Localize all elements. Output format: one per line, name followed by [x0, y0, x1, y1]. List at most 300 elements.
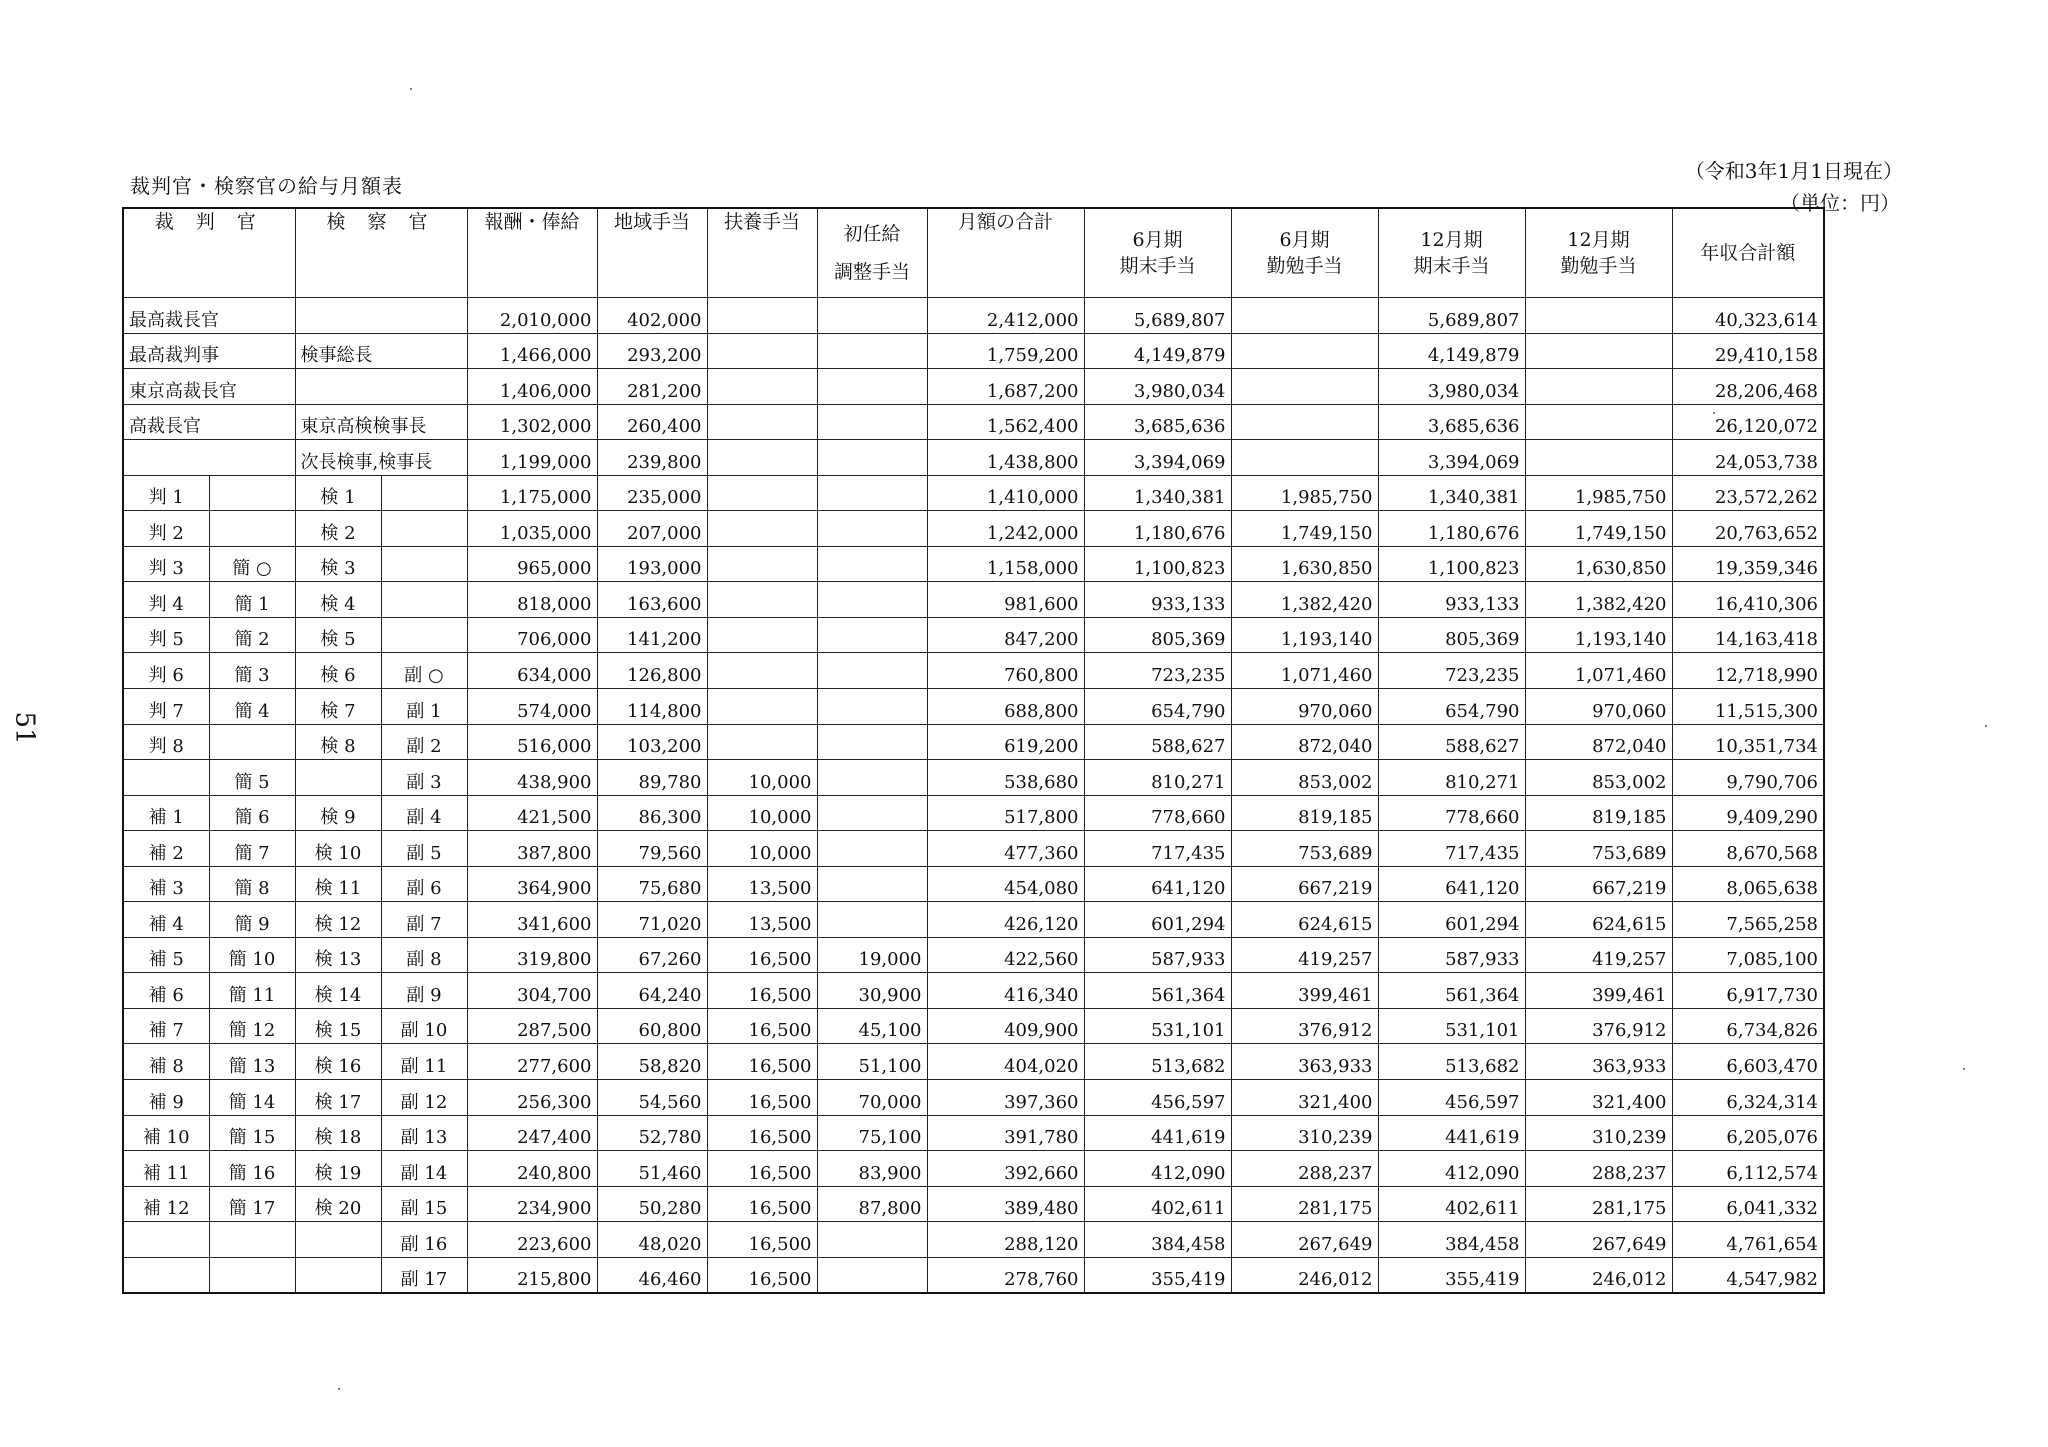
value-cell-pay: 247,400 [467, 1115, 597, 1151]
value-cell-d12: 1,749,150 [1525, 511, 1672, 547]
prosecutor-rank-cell: 検 3 [295, 546, 381, 582]
value-cell-pay: 341,600 [467, 902, 597, 938]
value-cell-d6: 419,257 [1231, 937, 1378, 973]
judge-rank-cell: 補 10 [123, 1115, 209, 1151]
value-cell-annual: 8,065,638 [1672, 866, 1824, 902]
table-row [123, 902, 1824, 938]
value-cell-annual: 24,053,738 [1672, 440, 1824, 476]
prosecutor-rank-cell: 検 12 [295, 902, 381, 938]
value-cell-d12: 310,239 [1525, 1115, 1672, 1151]
value-cell-pay: 1,035,000 [467, 511, 597, 547]
prosecutor-rank-cell: 検 5 [295, 617, 381, 653]
header-family-allowance: 扶養手当 [707, 208, 817, 298]
assistant-prosecutor-rank-cell [381, 582, 467, 618]
prosecutor-rank-cell [295, 1257, 381, 1293]
value-cell-annual: 23,572,262 [1672, 475, 1824, 511]
value-cell-d12: 667,219 [1525, 866, 1672, 902]
table-row [123, 475, 1824, 511]
table-row [123, 1008, 1824, 1044]
summary-judge-rank-cell [209, 1257, 295, 1293]
judge-rank-cell [123, 1222, 209, 1258]
summary-judge-rank-cell: 簡 4 [209, 689, 295, 725]
table-row [123, 1222, 1824, 1258]
value-cell-d12 [1525, 333, 1672, 369]
value-cell-d12: 753,689 [1525, 831, 1672, 867]
value-cell-b6: 723,235 [1084, 653, 1231, 689]
value-cell-area: 260,400 [597, 404, 707, 440]
value-cell-b6: 531,101 [1084, 1008, 1231, 1044]
value-cell-b6: 3,685,636 [1084, 404, 1231, 440]
table-body [123, 298, 1824, 1294]
value-cell-initial [817, 511, 927, 547]
value-cell-family: 16,500 [707, 1080, 817, 1116]
value-cell-family: 16,500 [707, 937, 817, 973]
table-row [123, 369, 1824, 405]
value-cell-pay: 965,000 [467, 546, 597, 582]
value-cell-initial [817, 724, 927, 760]
value-cell-pay: 438,900 [467, 760, 597, 796]
value-cell-area: 235,000 [597, 475, 707, 511]
assistant-prosecutor-rank-cell [381, 617, 467, 653]
value-cell-family: 16,500 [707, 1044, 817, 1080]
judge-rank-cell: 補 6 [123, 973, 209, 1009]
value-cell-b12: 412,090 [1378, 1151, 1525, 1187]
value-cell-b12: 4,149,879 [1378, 333, 1525, 369]
header-june-diligence: 6月期 勤勉手当 [1231, 208, 1378, 298]
value-cell-family: 10,000 [707, 760, 817, 796]
value-cell-pay: 706,000 [467, 617, 597, 653]
judge-rank-cell [123, 1257, 209, 1293]
value-cell-monthly: 416,340 [927, 973, 1084, 1009]
judge-rank-cell: 判 3 [123, 546, 209, 582]
value-cell-initial [817, 298, 927, 334]
value-cell-annual: 40,323,614 [1672, 298, 1824, 334]
judge-rank-cell: 補 9 [123, 1080, 209, 1116]
value-cell-d6: 1,749,150 [1231, 511, 1378, 547]
value-cell-area: 58,820 [597, 1044, 707, 1080]
prosecutor-rank-cell: 検 14 [295, 973, 381, 1009]
value-cell-b12: 3,394,069 [1378, 440, 1525, 476]
value-cell-b6: 778,660 [1084, 795, 1231, 831]
salary-table [122, 207, 1825, 1294]
summary-judge-rank-cell: 簡 15 [209, 1115, 295, 1151]
judge-title-cell [123, 440, 295, 476]
value-cell-annual: 16,410,306 [1672, 582, 1824, 618]
assistant-prosecutor-rank-cell [381, 546, 467, 582]
prosecutor-rank-cell: 検 10 [295, 831, 381, 867]
value-cell-initial: 45,100 [817, 1008, 927, 1044]
value-cell-monthly: 391,780 [927, 1115, 1084, 1151]
value-cell-d12: 399,461 [1525, 973, 1672, 1009]
value-cell-b12: 513,682 [1378, 1044, 1525, 1080]
header-monthly-total: 月額の合計 [927, 208, 1084, 298]
value-cell-family [707, 546, 817, 582]
summary-judge-rank-cell: 簡 11 [209, 973, 295, 1009]
value-cell-annual: 29,410,158 [1672, 333, 1824, 369]
value-cell-d12: 819,185 [1525, 795, 1672, 831]
document-title: 裁判官・検察官の給与月額表 [130, 174, 403, 198]
value-cell-pay: 364,900 [467, 866, 597, 902]
assistant-prosecutor-rank-cell: 副 14 [381, 1151, 467, 1187]
value-cell-initial: 83,900 [817, 1151, 927, 1187]
value-cell-monthly: 288,120 [927, 1222, 1084, 1258]
value-cell-annual: 9,790,706 [1672, 760, 1824, 796]
table-row [123, 795, 1824, 831]
summary-judge-rank-cell [209, 475, 295, 511]
assistant-prosecutor-rank-cell: 副 13 [381, 1115, 467, 1151]
page-number: 51 [9, 711, 40, 745]
value-cell-area: 75,680 [597, 866, 707, 902]
value-cell-area: 103,200 [597, 724, 707, 760]
value-cell-family: 16,500 [707, 1115, 817, 1151]
value-cell-initial [817, 1222, 927, 1258]
summary-judge-rank-cell: 簡 ○ [209, 546, 295, 582]
summary-judge-rank-cell: 簡 6 [209, 795, 295, 831]
value-cell-initial: 19,000 [817, 937, 927, 973]
prosecutor-rank-cell [295, 760, 381, 796]
value-cell-initial [817, 866, 927, 902]
value-cell-family: 10,000 [707, 831, 817, 867]
value-cell-d6: 399,461 [1231, 973, 1378, 1009]
value-cell-area: 402,000 [597, 298, 707, 334]
value-cell-monthly: 1,687,200 [927, 369, 1084, 405]
value-cell-initial: 70,000 [817, 1080, 927, 1116]
value-cell-annual: 19,359,346 [1672, 546, 1824, 582]
prosecutor-rank-cell: 検 6 [295, 653, 381, 689]
value-cell-family [707, 511, 817, 547]
value-cell-d12 [1525, 440, 1672, 476]
value-cell-b12: 3,685,636 [1378, 404, 1525, 440]
value-cell-b6: 805,369 [1084, 617, 1231, 653]
judge-rank-cell: 判 1 [123, 475, 209, 511]
table-row [123, 937, 1824, 973]
judge-rank-cell: 補 11 [123, 1151, 209, 1187]
value-cell-b12: 561,364 [1378, 973, 1525, 1009]
value-cell-area: 126,800 [597, 653, 707, 689]
prosecutor-rank-cell: 検 15 [295, 1008, 381, 1044]
value-cell-b6: 3,394,069 [1084, 440, 1231, 476]
judge-rank-cell: 補 12 [123, 1186, 209, 1222]
scan-speck [1963, 1068, 1965, 1070]
value-cell-annual: 6,324,314 [1672, 1080, 1824, 1116]
value-cell-monthly: 1,410,000 [927, 475, 1084, 511]
assistant-prosecutor-rank-cell [381, 511, 467, 547]
value-cell-b12: 587,933 [1378, 937, 1525, 973]
table-row [123, 546, 1824, 582]
value-cell-d6 [1231, 333, 1378, 369]
value-cell-initial [817, 475, 927, 511]
value-cell-pay: 240,800 [467, 1151, 597, 1187]
value-cell-pay: 223,600 [467, 1222, 597, 1258]
value-cell-initial [817, 440, 927, 476]
table-row [123, 831, 1824, 867]
table-row [123, 617, 1824, 653]
value-cell-family [707, 582, 817, 618]
value-cell-monthly: 397,360 [927, 1080, 1084, 1116]
value-cell-d6: 970,060 [1231, 689, 1378, 725]
prosecutor-title-cell: 次長検事,検事長 [295, 440, 467, 476]
value-cell-monthly: 1,242,000 [927, 511, 1084, 547]
value-cell-initial [817, 1257, 927, 1293]
value-cell-d6 [1231, 404, 1378, 440]
prosecutor-title-cell: 東京高検検事長 [295, 404, 467, 440]
prosecutor-title-cell [295, 298, 467, 334]
value-cell-initial [817, 546, 927, 582]
value-cell-area: 50,280 [597, 1186, 707, 1222]
value-cell-family [707, 724, 817, 760]
assistant-prosecutor-rank-cell: 副 7 [381, 902, 467, 938]
value-cell-b6: 933,133 [1084, 582, 1231, 618]
header-judge: 裁 判 官 [123, 208, 295, 298]
judge-title-cell: 高裁長官 [123, 404, 295, 440]
value-cell-b6: 1,340,381 [1084, 475, 1231, 511]
value-cell-b6: 456,597 [1084, 1080, 1231, 1116]
value-cell-b6: 654,790 [1084, 689, 1231, 725]
value-cell-d12: 281,175 [1525, 1186, 1672, 1222]
scan-speck [410, 88, 412, 90]
value-cell-monthly: 847,200 [927, 617, 1084, 653]
value-cell-family [707, 298, 817, 334]
value-cell-d6: 853,002 [1231, 760, 1378, 796]
scan-speck [1985, 725, 1987, 727]
header-initial-adjustment: 初任給 調整手当 [817, 208, 927, 298]
value-cell-annual: 26,120,072 [1672, 404, 1824, 440]
assistant-prosecutor-rank-cell: 副 1 [381, 689, 467, 725]
assistant-prosecutor-rank-cell: 副 12 [381, 1080, 467, 1116]
value-cell-area: 51,460 [597, 1151, 707, 1187]
value-cell-area: 54,560 [597, 1080, 707, 1116]
value-cell-monthly: 688,800 [927, 689, 1084, 725]
prosecutor-rank-cell: 検 4 [295, 582, 381, 618]
summary-judge-rank-cell: 簡 7 [209, 831, 295, 867]
value-cell-b6: 384,458 [1084, 1222, 1231, 1258]
value-cell-pay: 516,000 [467, 724, 597, 760]
assistant-prosecutor-rank-cell: 副 8 [381, 937, 467, 973]
value-cell-annual: 14,163,418 [1672, 617, 1824, 653]
value-cell-b12: 778,660 [1378, 795, 1525, 831]
value-cell-area: 89,780 [597, 760, 707, 796]
judge-rank-cell: 判 5 [123, 617, 209, 653]
value-cell-d12 [1525, 298, 1672, 334]
value-cell-monthly: 404,020 [927, 1044, 1084, 1080]
value-cell-monthly: 619,200 [927, 724, 1084, 760]
scan-speck [338, 1388, 340, 1390]
value-cell-b6: 1,100,823 [1084, 546, 1231, 582]
value-cell-annual: 6,603,470 [1672, 1044, 1824, 1080]
value-cell-annual: 20,763,652 [1672, 511, 1824, 547]
unit-label: （単位：円） [1780, 191, 1900, 215]
value-cell-pay: 574,000 [467, 689, 597, 725]
value-cell-annual: 28,206,468 [1672, 369, 1824, 405]
value-cell-b12: 601,294 [1378, 902, 1525, 938]
summary-judge-rank-cell: 簡 16 [209, 1151, 295, 1187]
value-cell-family [707, 653, 817, 689]
table-row [123, 333, 1824, 369]
value-cell-monthly: 422,560 [927, 937, 1084, 973]
value-cell-b6: 441,619 [1084, 1115, 1231, 1151]
value-cell-pay: 2,010,000 [467, 298, 597, 334]
value-cell-family [707, 475, 817, 511]
assistant-prosecutor-rank-cell: 副 17 [381, 1257, 467, 1293]
value-cell-area: 60,800 [597, 1008, 707, 1044]
table-row [123, 440, 1824, 476]
value-cell-initial [817, 689, 927, 725]
value-cell-d6 [1231, 298, 1378, 334]
table-row [123, 724, 1824, 760]
value-cell-b12: 456,597 [1378, 1080, 1525, 1116]
value-cell-monthly: 1,158,000 [927, 546, 1084, 582]
value-cell-initial: 30,900 [817, 973, 927, 1009]
header-dec-diligence: 12月期 勤勉手当 [1525, 208, 1672, 298]
value-cell-pay: 634,000 [467, 653, 597, 689]
value-cell-family [707, 440, 817, 476]
table-row [123, 1080, 1824, 1116]
value-cell-b6: 810,271 [1084, 760, 1231, 796]
value-cell-d6: 1,193,140 [1231, 617, 1378, 653]
judge-rank-cell: 補 3 [123, 866, 209, 902]
value-cell-family: 10,000 [707, 795, 817, 831]
value-cell-d6: 753,689 [1231, 831, 1378, 867]
value-cell-monthly: 1,438,800 [927, 440, 1084, 476]
judge-rank-cell: 補 2 [123, 831, 209, 867]
value-cell-b12: 1,180,676 [1378, 511, 1525, 547]
value-cell-d6: 1,382,420 [1231, 582, 1378, 618]
value-cell-monthly: 2,412,000 [927, 298, 1084, 334]
value-cell-annual: 10,351,734 [1672, 724, 1824, 760]
value-cell-annual: 6,041,332 [1672, 1186, 1824, 1222]
value-cell-b12: 654,790 [1378, 689, 1525, 725]
prosecutor-title-cell [295, 369, 467, 405]
value-cell-d6: 246,012 [1231, 1257, 1378, 1293]
value-cell-initial [817, 795, 927, 831]
header-annual-total: 年収合計額 [1672, 208, 1824, 298]
prosecutor-rank-cell: 検 1 [295, 475, 381, 511]
value-cell-annual: 7,085,100 [1672, 937, 1824, 973]
value-cell-d12: 419,257 [1525, 937, 1672, 973]
prosecutor-rank-cell: 検 8 [295, 724, 381, 760]
value-cell-b12: 723,235 [1378, 653, 1525, 689]
prosecutor-rank-cell: 検 16 [295, 1044, 381, 1080]
prosecutor-rank-cell: 検 18 [295, 1115, 381, 1151]
prosecutor-rank-cell: 検 20 [295, 1186, 381, 1222]
value-cell-annual: 12,718,990 [1672, 653, 1824, 689]
value-cell-d12 [1525, 404, 1672, 440]
value-cell-d12: 1,071,460 [1525, 653, 1672, 689]
value-cell-pay: 1,175,000 [467, 475, 597, 511]
table-row [123, 1257, 1824, 1293]
as-of-date: （令和3年1月1日現在） [1684, 159, 1903, 183]
value-cell-pay: 421,500 [467, 795, 597, 831]
value-cell-d6 [1231, 440, 1378, 476]
summary-judge-rank-cell: 簡 10 [209, 937, 295, 973]
value-cell-d6: 310,239 [1231, 1115, 1378, 1151]
assistant-prosecutor-rank-cell: 副 ○ [381, 653, 467, 689]
value-cell-family: 13,500 [707, 902, 817, 938]
value-cell-b6: 561,364 [1084, 973, 1231, 1009]
value-cell-d12: 288,237 [1525, 1151, 1672, 1187]
assistant-prosecutor-rank-cell: 副 2 [381, 724, 467, 760]
header-prosecutor: 検 察 官 [295, 208, 467, 298]
prosecutor-rank-cell: 検 13 [295, 937, 381, 973]
value-cell-b6: 587,933 [1084, 937, 1231, 973]
value-cell-b12: 355,419 [1378, 1257, 1525, 1293]
summary-judge-rank-cell [209, 724, 295, 760]
value-cell-family: 16,500 [707, 1008, 817, 1044]
value-cell-b6: 513,682 [1084, 1044, 1231, 1080]
prosecutor-rank-cell: 検 9 [295, 795, 381, 831]
value-cell-area: 281,200 [597, 369, 707, 405]
assistant-prosecutor-rank-cell: 副 10 [381, 1008, 467, 1044]
value-cell-monthly: 454,080 [927, 866, 1084, 902]
value-cell-annual: 11,515,300 [1672, 689, 1824, 725]
summary-judge-rank-cell: 簡 8 [209, 866, 295, 902]
value-cell-initial [817, 617, 927, 653]
value-cell-initial [817, 404, 927, 440]
table-row [123, 689, 1824, 725]
value-cell-d12: 363,933 [1525, 1044, 1672, 1080]
value-cell-d12: 970,060 [1525, 689, 1672, 725]
value-cell-d12: 321,400 [1525, 1080, 1672, 1116]
value-cell-area: 86,300 [597, 795, 707, 831]
value-cell-b12: 810,271 [1378, 760, 1525, 796]
table-row [123, 866, 1824, 902]
header-dec-bonus: 12月期 期末手当 [1378, 208, 1525, 298]
value-cell-pay: 304,700 [467, 973, 597, 1009]
prosecutor-rank-cell [295, 1222, 381, 1258]
value-cell-b12: 531,101 [1378, 1008, 1525, 1044]
value-cell-d12: 1,985,750 [1525, 475, 1672, 511]
table-row [123, 404, 1824, 440]
value-cell-monthly: 1,759,200 [927, 333, 1084, 369]
table-row [123, 511, 1824, 547]
value-cell-area: 52,780 [597, 1115, 707, 1151]
assistant-prosecutor-rank-cell: 副 11 [381, 1044, 467, 1080]
value-cell-family [707, 369, 817, 405]
judge-rank-cell: 判 6 [123, 653, 209, 689]
value-cell-family [707, 689, 817, 725]
value-cell-annual: 8,670,568 [1672, 831, 1824, 867]
prosecutor-rank-cell: 検 2 [295, 511, 381, 547]
value-cell-b6: 3,980,034 [1084, 369, 1231, 405]
value-cell-annual: 4,547,982 [1672, 1257, 1824, 1293]
value-cell-d6: 376,912 [1231, 1008, 1378, 1044]
value-cell-d12: 267,649 [1525, 1222, 1672, 1258]
value-cell-area: 79,560 [597, 831, 707, 867]
value-cell-pay: 818,000 [467, 582, 597, 618]
assistant-prosecutor-rank-cell: 副 15 [381, 1186, 467, 1222]
value-cell-b12: 805,369 [1378, 617, 1525, 653]
value-cell-monthly: 392,660 [927, 1151, 1084, 1187]
value-cell-d6: 288,237 [1231, 1151, 1378, 1187]
header-row [123, 208, 1824, 298]
value-cell-initial: 51,100 [817, 1044, 927, 1080]
value-cell-b6: 1,180,676 [1084, 511, 1231, 547]
value-cell-area: 207,000 [597, 511, 707, 547]
summary-judge-rank-cell: 簡 14 [209, 1080, 295, 1116]
value-cell-initial: 87,800 [817, 1186, 927, 1222]
judge-rank-cell: 補 7 [123, 1008, 209, 1044]
value-cell-pay: 215,800 [467, 1257, 597, 1293]
value-cell-family: 16,500 [707, 1222, 817, 1258]
value-cell-initial: 75,100 [817, 1115, 927, 1151]
header-area-allowance: 地域手当 [597, 208, 707, 298]
value-cell-monthly: 1,562,400 [927, 404, 1084, 440]
value-cell-annual: 6,112,574 [1672, 1151, 1824, 1187]
value-cell-monthly: 477,360 [927, 831, 1084, 867]
value-cell-b12: 441,619 [1378, 1115, 1525, 1151]
header-pay: 報酬・俸給 [467, 208, 597, 298]
judge-rank-cell: 判 7 [123, 689, 209, 725]
